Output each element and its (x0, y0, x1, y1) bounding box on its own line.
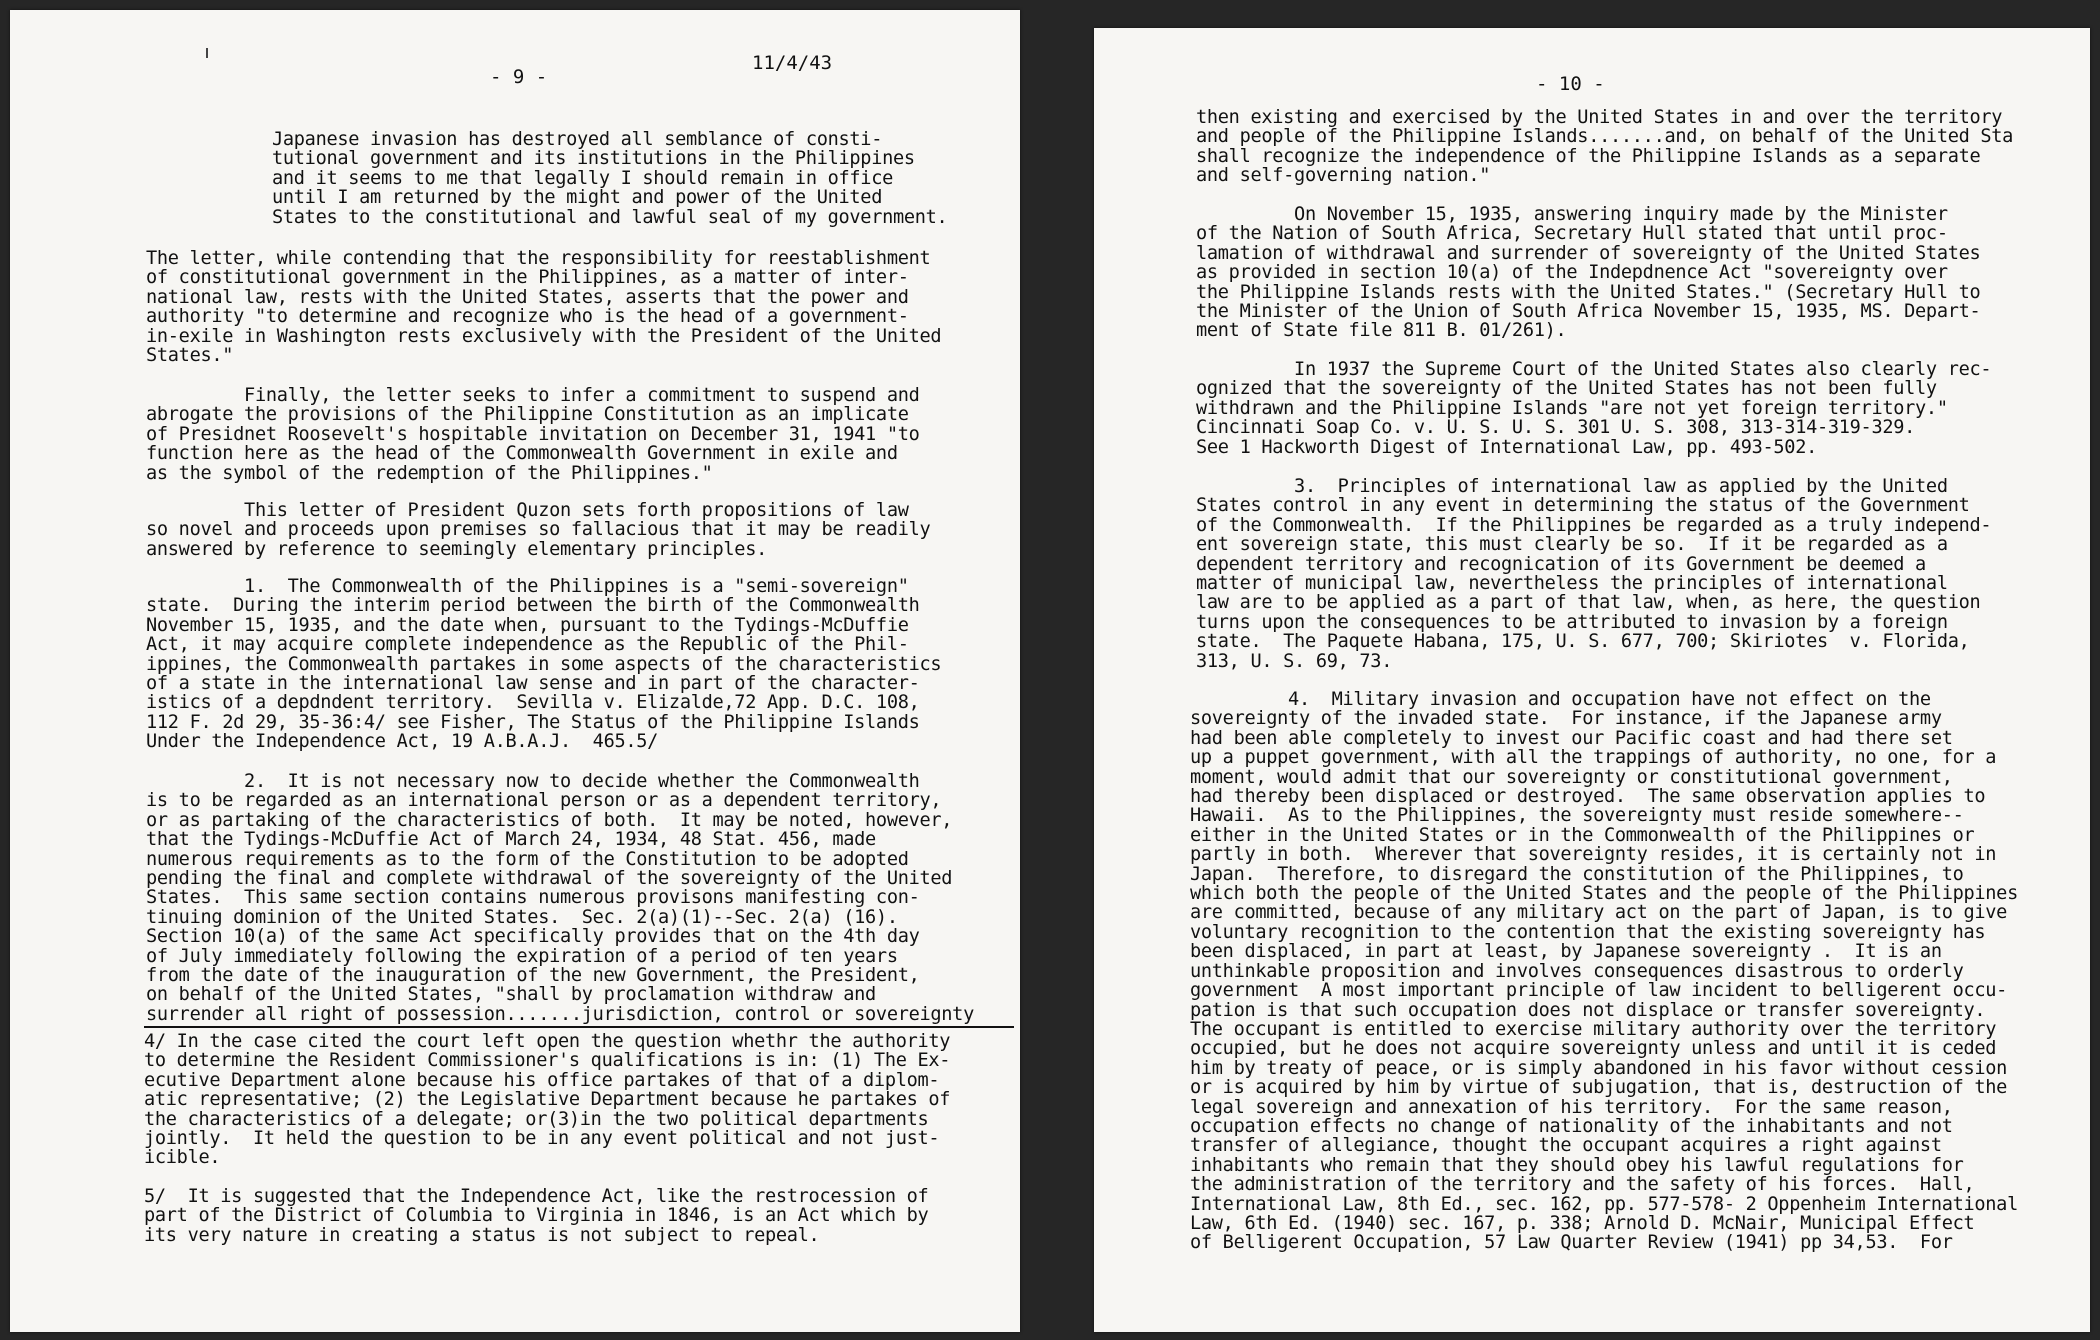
page-mark (206, 48, 208, 58)
footnote-rule (144, 1026, 1014, 1028)
paragraph-this-letter: This letter of President Quzon sets forth propositions of law so novel and proceeds upon premises so fallacious that it may be readily answered by reference to seemingly elementary principles. (146, 500, 931, 560)
quoted-letter-excerpt: Japanese invasion has destroyed all semblance of consti- tutional government and its institutions in the Philippines and it seems to me that legally I should remain in office until I am returned by the might and power of the United States to the constitutional and lawful seal of my government. (272, 129, 948, 228)
paragraph-letter: The letter, while contending that the responsibility for reestablishment of constitutional government in the Philippines, as a matter of inter- national law, rests with the United States, asserts that the power and authority "to determine and recognize who is the head of a government- in-exile in Washington rests exclusively with the President of the United States." (146, 248, 942, 367)
paragraph-4: 4. Military invasion and occupation have not effect on the sovereignty of the invaded state. For instance, if the Japanese army had been able completely to invest our Pacific coast and had there set up a puppet government, with all the trappings of authority, no one, for a moment, would admit that our sovereignty or constitutional government, had thereby been displaced or destroyed. The same observation applies to Hawaii. As to the Philippines, the sovereignty must reside somewhere-- either in the United States or in the Commonwealth of the Philippines or partly in both. Wherever that sovereignty resides, it is certainly not in Japan. Therefore, to disregard the constitution of the Philippines, to which both the people of the United States and the people of the Philippines are committed, because of any military act on the part of Japan, is to give voluntary recognition to the contention that the existing sovereignty has been displaced, in part at least, by Japanese sovereignty . It is an unthinkable proposition and involves consequences disastrous to orderly government A most important principle of law incident to belligerent occu- pation is that such occupation does not displace or transfer sovereignty. The occupant is entitled to exercise military authority over the territory occupied, but he does not acquire sovereignty unless and until it is ceded him by treaty of peace, or is simply abandoned in his favor without cession or is acquired by him by virtue of subjugation, that is, destruction of the legal sovereign and annexation of his territory. For the same reason, occupation effects no change of nationality of the inhabitants and not transfer of allegiance, thought the occupant acquires a right against inhabitants who remain that they should obey his lawful regulations for the administration of the territory and the safety of his forces. Hall, International Law, 8th Ed., sec. 162, pp. 577-578- 2 Oppenheim International Law, 6th Ed. (1940) sec. 167, p. 338; Arnold D. McNair, Municipal Effect of Belligerent Occupation, 57 Law Quarter Review (1941) pp 34,53. For (1190, 689, 2018, 1254)
page-9 (10, 10, 1020, 1332)
page-10 (1094, 28, 2090, 1332)
page-number: - 9 - (490, 66, 548, 88)
paragraph-2: 2. It is not necessary now to decide whether the Commonwealth is to be regarded as an international person or as a dependent territory, or as partaking of the characteristics of both. It may be noted, however, that the Tydings-McDuffie Act of March 24, 1934, 48 Stat. 456, made numerous requirements as to the form of the Constitution to be adopted pending the final and complete withdrawal of the sovereignty of the United States. This same section contains numerous provisons manifesting con- tinuing dominion of the United States. Sec. 2(a)(1)--Sec. 2(a) (16). Section 10(a) of the same Act specifically provides that on the 4th day of July immediately following the expiration of a period of ten years from the date of the inauguration of the new Government, the President, on behalf of the United States, "shall by proclamation withdraw and surrender all right of possession.......jurisdiction, control or sovereignty (146, 771, 974, 1025)
document-date: 11/4/43 (752, 52, 833, 74)
paragraph-1937: In 1937 the Supreme Court of the United States also clearly rec- ognized that the sovereignty of the United States has not been fully withdrawn and the Philippine Islands "are not yet foreign territory." Cincinnati Soap Co. v. U. S. U. S. 301 U. S. 308, 313-314-319-329. See 1 Hackworth Digest of International Law, pp. 493-502. (1196, 359, 1992, 458)
footnote-4: 4/ In the case cited the court left open the question whethr the authority to determine the Resident Commissioner's qualifications is in: (1) The Ex- ecutive Department alone because his office partakes of that of a diplom- atic representative; (2) the Legislative Department because he partakes of the characteristics of a delegate; or(3)in the two political departments jointly. It held the question to be in any event political and not just- icible. (144, 1031, 951, 1169)
paragraph-finally: Finally, the letter seeks to infer a commitment to suspend and abrogate the provisions of the Philippine Constitution as an implicate of Presidnet Roosevelt's hospitable invitation on December 31, 1941 "to function here as the head of the Commonwealth Government in exile and as the symbol of the redemption of the Philippines." (146, 385, 920, 484)
paragraph-november-1935: On November 15, 1935, answering inquiry made by the Minister of the Nation of South Africa, Secretary Hull stated that until proc- lamation of withdrawal and surrender of sovereignty of the United States as provided in section 10(a) of the Indepdnence Act "sovereignty over the Philippine Islands rests with the United States." (Secretary Hull to the Minister of the Union of South Africa November 15, 1935, MS. Depart- ment of State file 811 B. 01/261). (1196, 204, 1981, 342)
page-number: - 10 - (1536, 73, 1605, 95)
paragraph-3: 3. Principles of international law as applied by the United States control in any event in determining the status of the Government of the Commonwealth. If the Philippines be regarded as a truly independ- ent sovereign state, this must clearly be so. If it be regarded as a dependent territory and recognication of its Government be deemed a matter of municipal law, nevertheless the principles of international law are to be applied as a part of that law, when, as here, the question turns upon the consequences to be attributed to invasion by a foreign state. The Paquete Habana, 175, U. S. 677, 700; Skiriotes v. Florida, 313, U. S. 69, 73. (1196, 476, 1992, 672)
paragraph-1: 1. The Commonwealth of the Philippines is a "semi-sovereign" state. During the interim period between the birth of the Commonwealth November 15, 1935, and the date when, pursuant to the Tydings-McDuffie Act, it may acquire complete independence as the Republic of the Phil- ippines, the Commonwealth partakes in some aspects of the characteristics of a state in the international law sense and in part of the character- istics of a depdndent territory. Sevilla v. Elizalde,72 App. D.C. 108, 112 F. 2d 29, 35-36:4/ see Fisher, The Status of the Philippine Islands Under the Independence Act, 19 A.B.A.J. 465.5/ (146, 576, 942, 753)
paragraph-continued: then existing and exercised by the United States in and over the territory and people of the Philippine Islands.......and, on behalf of the United Sta shall recognize the independence of the Philippine Islands as a separate and self-governing nation." (1196, 107, 2014, 187)
footnote-5: 5/ It is suggested that the Independence Act, like the restrocession of part of the District of Columbia to Virginia in 1846, is an Act which by its very nature in creating a status is not subject to repeal. (144, 1186, 929, 1246)
